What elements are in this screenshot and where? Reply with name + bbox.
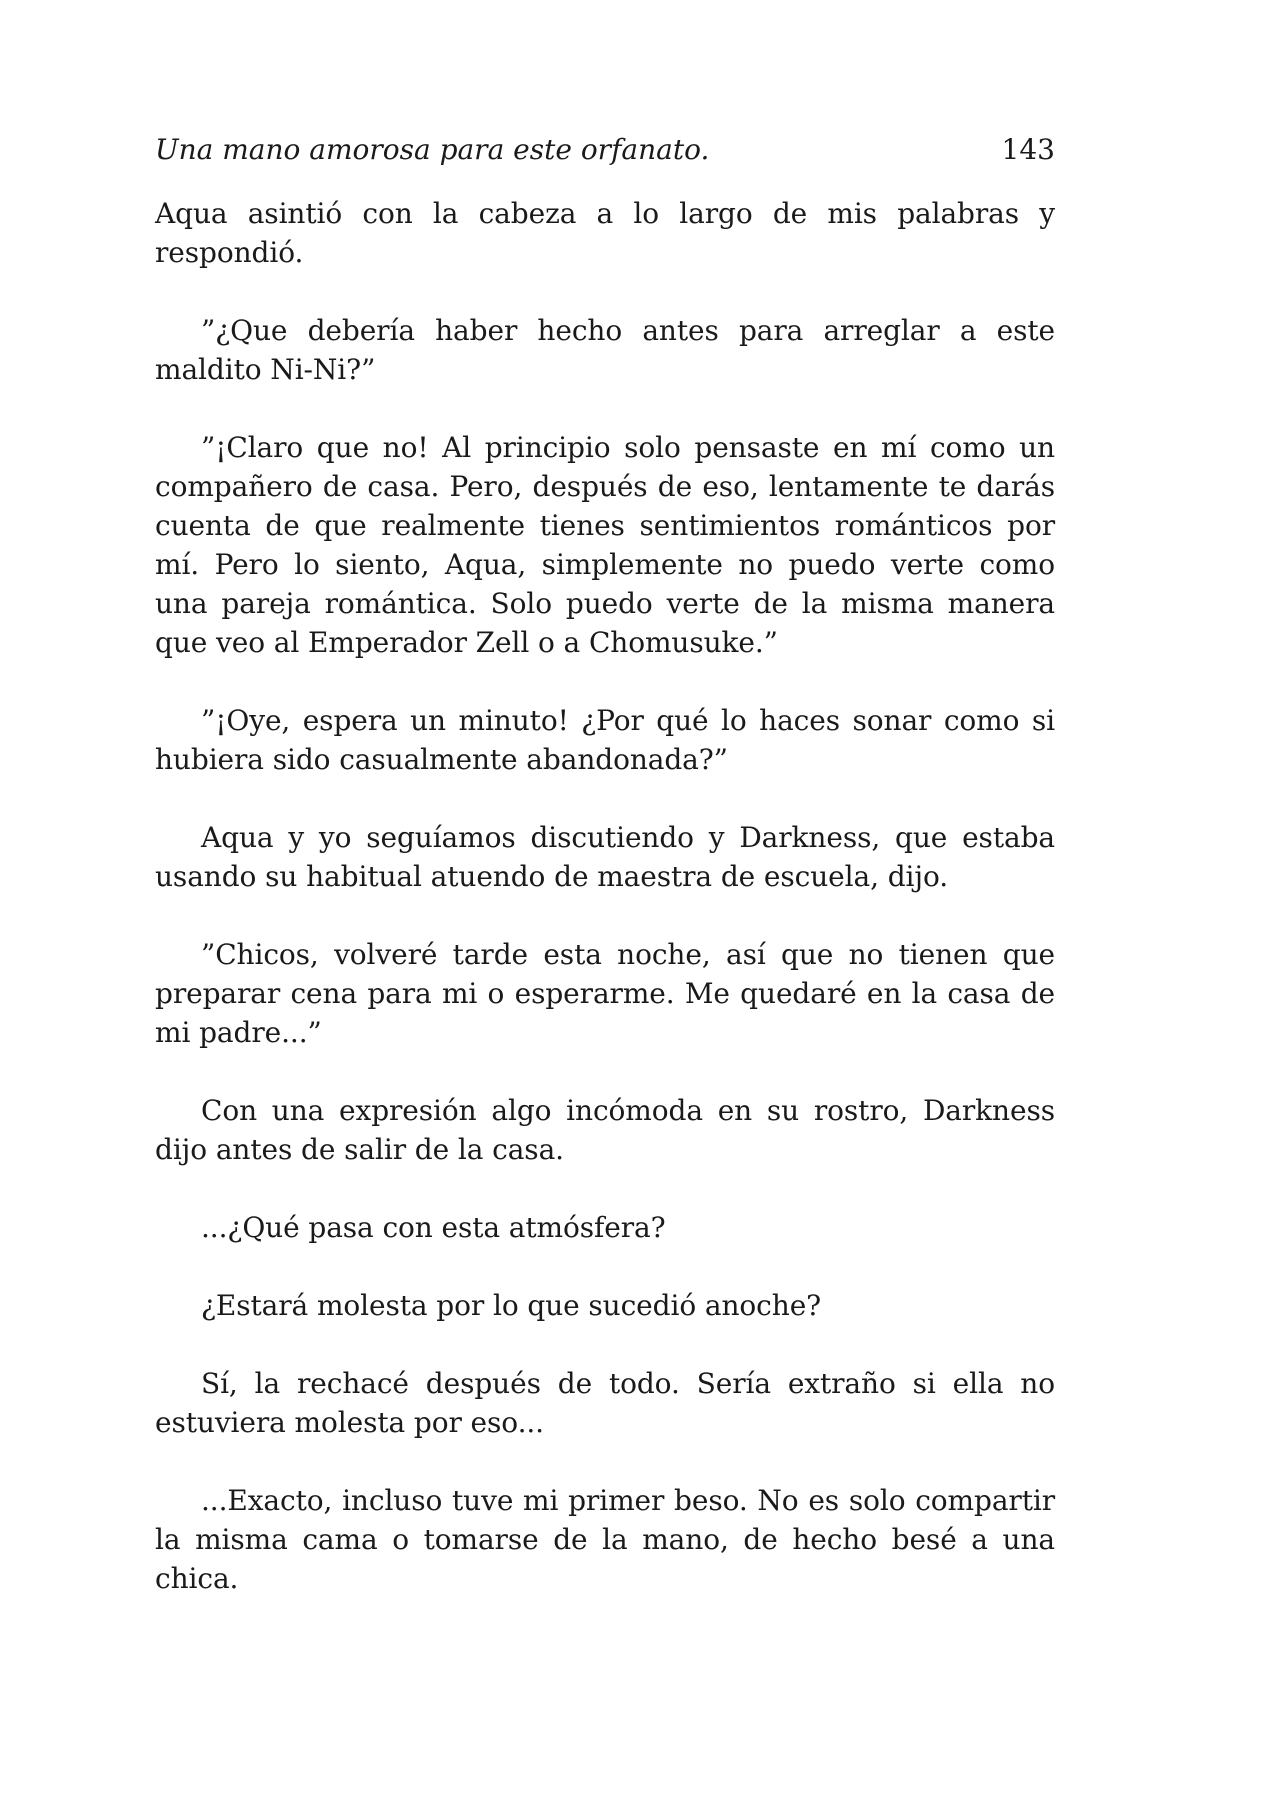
running-title: Una mano amorosa para este orfanato. [155,133,710,166]
paragraph: ¿Estará molesta por lo que sucedió anoche? [201,1289,822,1322]
paragraph: Sí, la rechacé después de todo. Sería extraño si ella no estuviera molesta por eso... [155,1367,1055,1439]
paragraph: Con una expresión algo incómoda en su rostro, Darkness dijo antes de salir de la casa. [155,1094,1055,1166]
paragraph: ”¡Oye, espera un minuto! ¿Por qué lo haces sonar como si hubiera sido casualmente abandonada?” [155,704,1055,776]
paragraph: ...Exacto, incluso tuve mi primer beso. No es solo compartir la misma cama o tomarse de la mano, de hecho besé a una chica. [155,1484,1055,1595]
book-page [155,130,1055,1637]
paragraph: ...¿Qué pasa con esta atmósfera? [201,1211,666,1244]
paragraph: Aqua y yo seguíamos discutiendo y Darkness, que estaba usando su habitual atuendo de maestra de escuela, dijo. [155,821,1055,893]
paragraph: ”¡Claro que no! Al principio solo pensaste en mí como un compañero de casa. Pero, después de eso, lentamente te darás cuenta de que realmente tienes sentimientos románticos por mí. Pero lo siento, Aqua, simplemente no puedo verte como una pareja romántica. Solo puedo verte de la misma manera que veo al Emperador Zell o a Chomusuke.” [155,431,1055,659]
paragraph: ”¿Que debería haber hecho antes para arreglar a este maldito Ni-Ni?” [155,314,1055,386]
body-text [155,194,1055,1598]
paragraph: ”Chicos, volveré tarde esta noche, así que no tienen que preparar cena para mi o esperarme. Me quedaré en la casa de mi padre...” [155,938,1055,1049]
paragraph: Aqua asintió con la cabeza a lo largo de mis palabras y respondió. [155,197,1055,269]
running-header [155,130,1055,170]
page-number: 143 [1001,133,1055,166]
